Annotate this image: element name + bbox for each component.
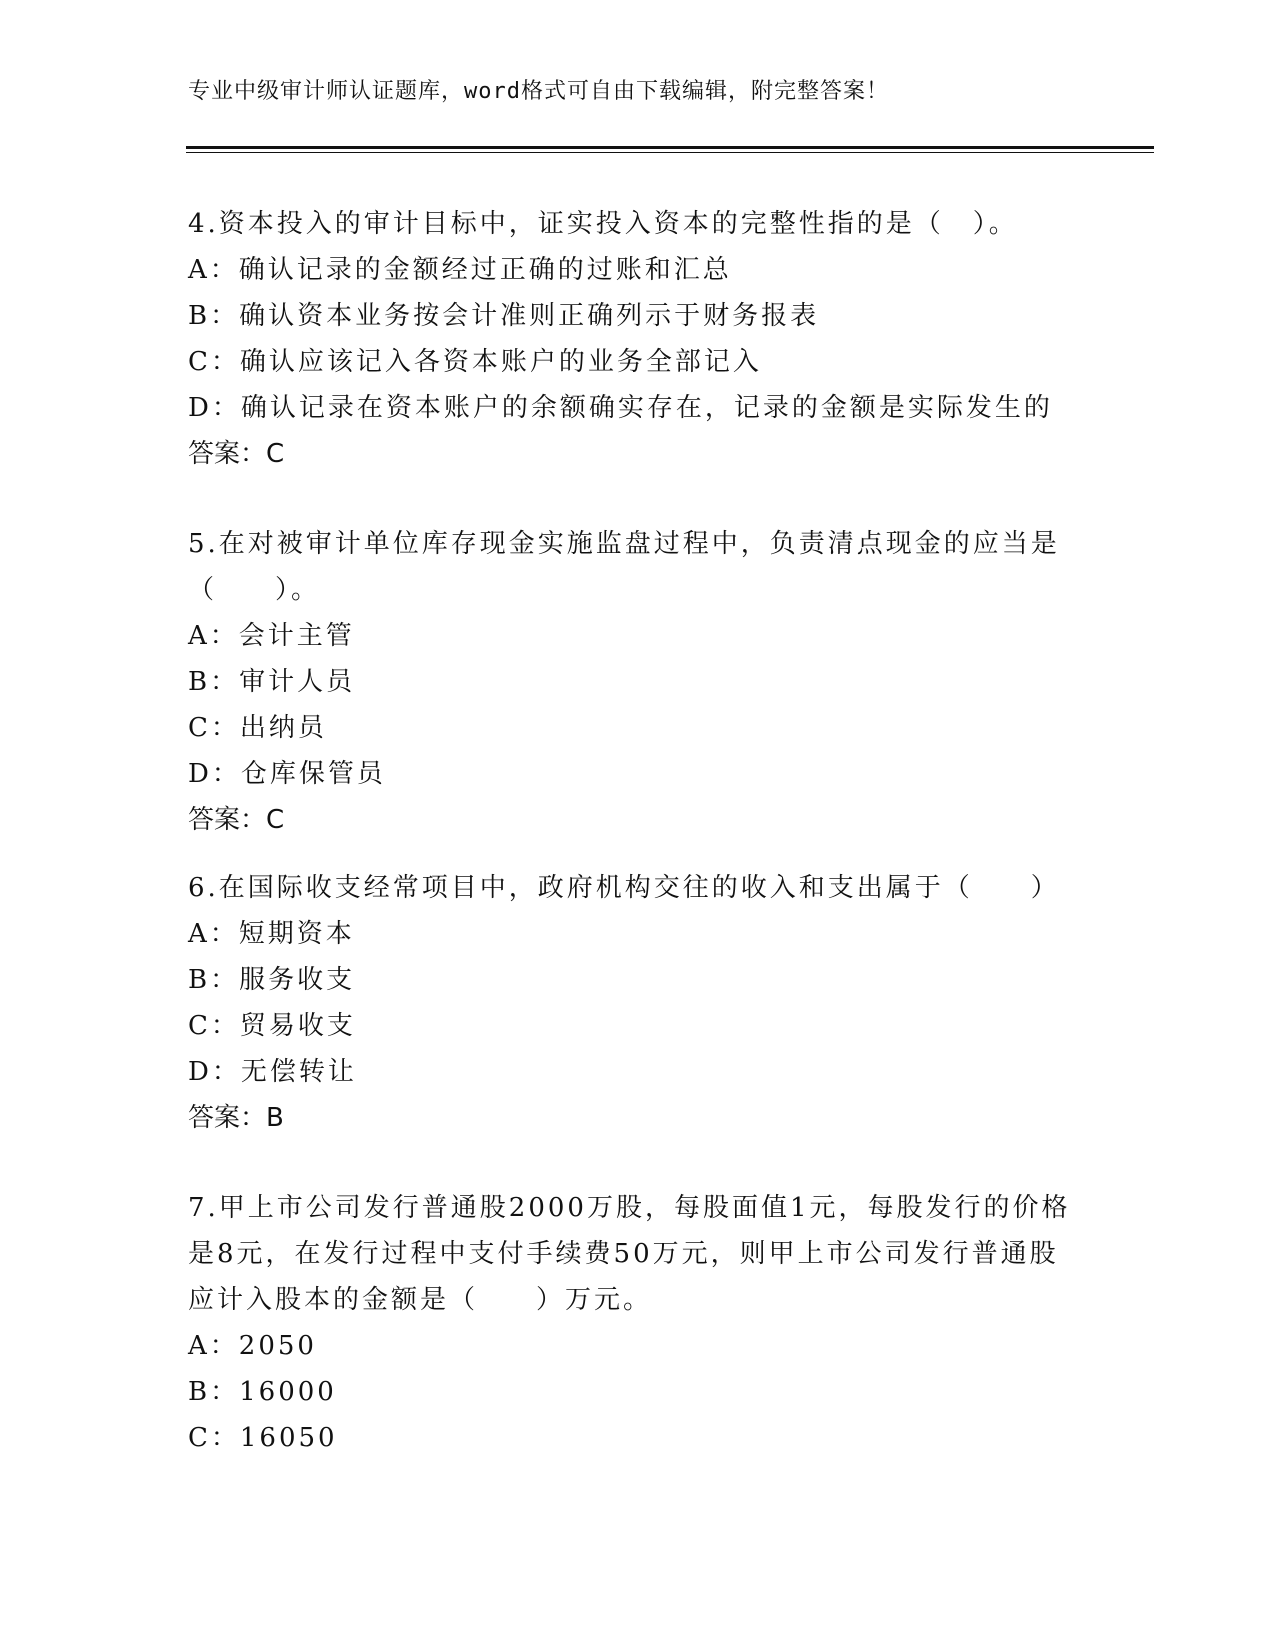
header-rule-thick	[186, 146, 1154, 149]
question-5	[188, 521, 1088, 843]
question-stem: 6.在国际收支经常项目中，政府机构交往的收入和支出属于（ ）	[188, 873, 1060, 903]
question-stem-continued: 应计入股本的金额是（ ）万元。	[188, 1285, 653, 1315]
option-a: A：短期资本	[188, 919, 355, 949]
option-c: C：出纳员	[188, 713, 327, 743]
answer: 答案：C	[188, 805, 285, 835]
option-b: B：审计人员	[188, 667, 356, 697]
question-stem-continued: （ ）。	[188, 575, 321, 605]
question-stem: 5.在对被审计单位库存现金实施监盘过程中，负责清点现金的应当是	[188, 529, 1060, 559]
question-6	[188, 865, 1088, 1141]
option-b: B：服务收支	[188, 965, 356, 995]
question-4	[188, 201, 1088, 477]
option-d: D：确认记录在资本账户的余额确实存在，记录的金额是实际发生的	[188, 393, 1053, 423]
header-rule-thin	[186, 152, 1154, 153]
option-d: D：仓库保管员	[188, 759, 386, 789]
option-a: A：会计主管	[188, 621, 355, 651]
option-a: A：2050	[188, 1331, 317, 1361]
option-b: B：确认资本业务按会计准则正确列示于财务报表	[188, 301, 820, 331]
option-b: B：16000	[188, 1377, 337, 1407]
question-stem: 4.资本投入的审计目标中，证实投入资本的完整性指的是（ ）。	[188, 209, 1018, 239]
option-d: D：无偿转让	[188, 1057, 357, 1087]
option-c: C：确认应该记入各资本账户的业务全部记入	[188, 347, 762, 377]
option-c: C：16050	[188, 1423, 338, 1453]
page-header: 专业中级审计师认证题库，word格式可自由下载编辑，附完整答案！	[188, 79, 889, 104]
option-c: C：贸易收支	[188, 1011, 356, 1041]
question-stem-continued: 是8元，在发行过程中支付手续费50万元，则甲上市公司发行普通股	[188, 1239, 1059, 1269]
option-a: A：确认记录的金额经过正确的过账和汇总	[188, 255, 732, 285]
question-stem: 7.甲上市公司发行普通股2000万股，每股面值1元，每股发行的价格	[188, 1193, 1071, 1223]
answer: 答案：B	[188, 1103, 284, 1133]
answer: 答案：C	[188, 439, 285, 469]
question-7	[188, 1185, 1088, 1461]
